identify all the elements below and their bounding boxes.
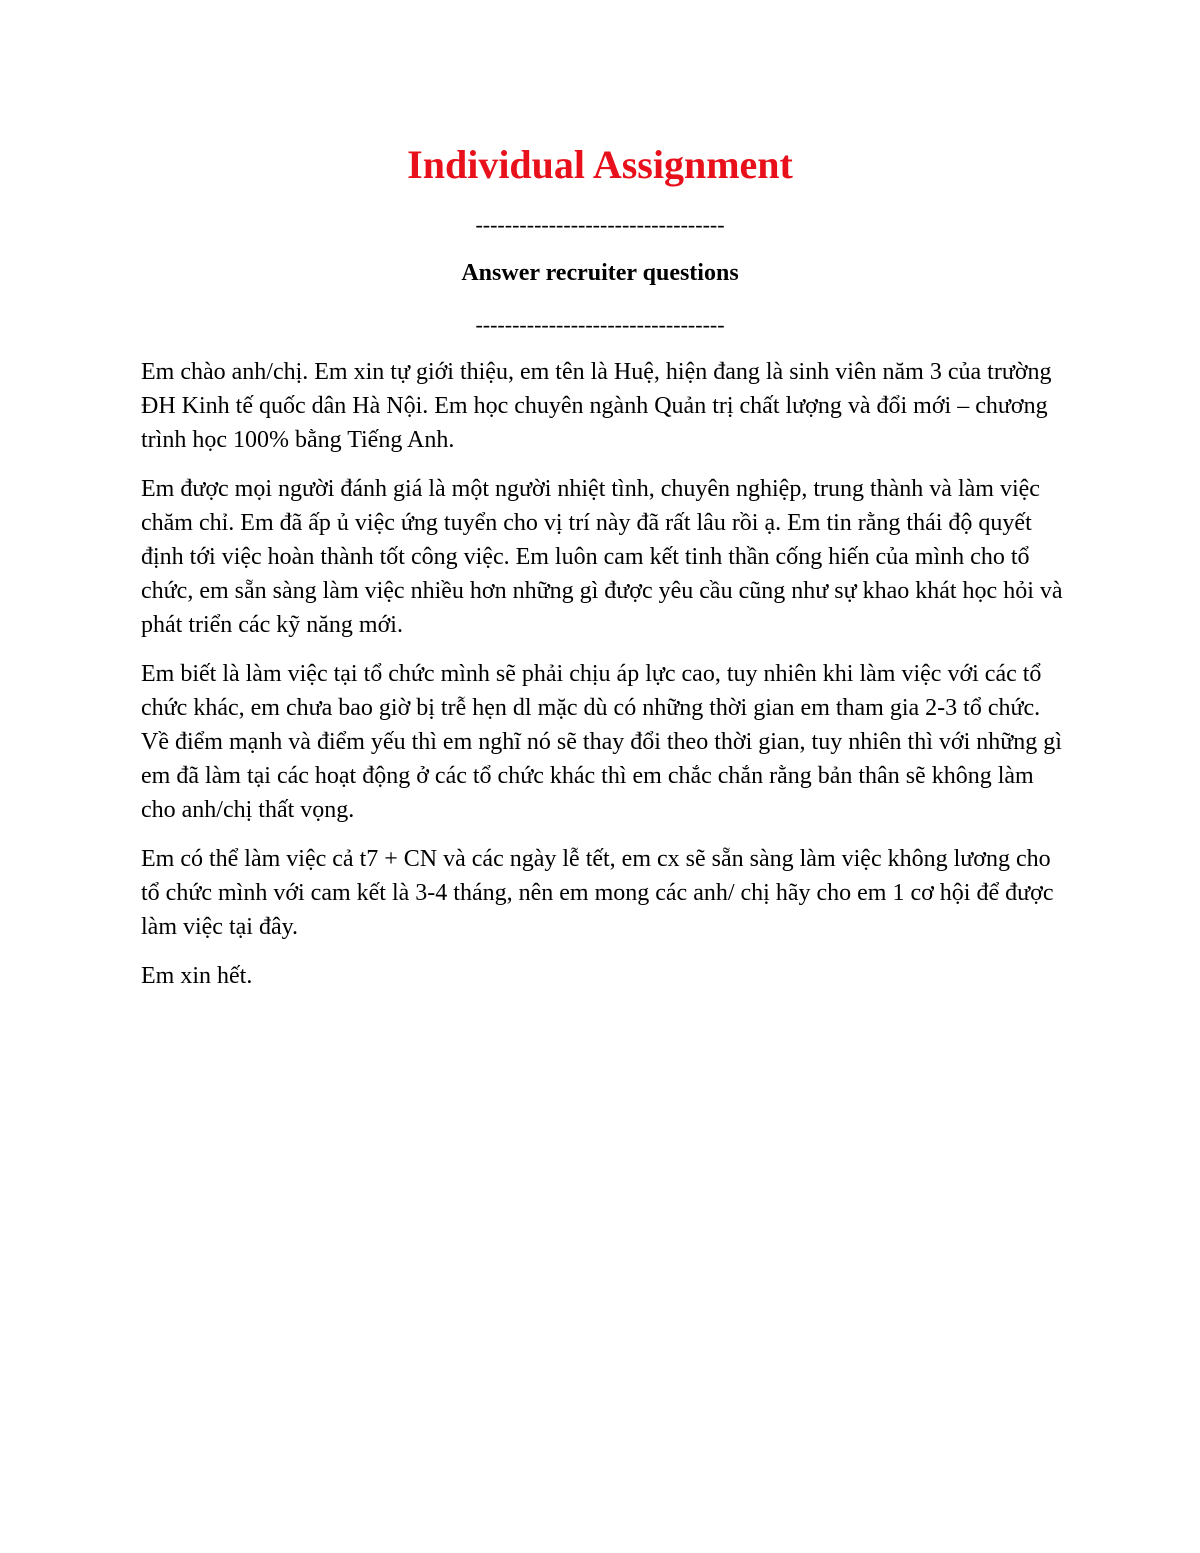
paragraph-introduction: Em chào anh/chị. Em xin tự giới thiệu, em tên là Huệ, hiện đang là sinh viên năm 3 của trường ĐH Kinh tế quốc dân Hà Nội. Em học chuyên ngành Quản trị chất lượng và đổi mới – chương trình học 100% bằng Tiếng Anh. <box>141 359 1052 453</box>
paragraph-availability: Em có thể làm việc cả t7 + CN và các ngày lễ tết, em cx sẽ sẵn sàng làm việc không lương cho tổ chức mình với cam kết là 3-4 tháng, nên em mong các anh/ chị hãy cho em 1 cơ hội để được làm việc tại đây. <box>141 846 1054 940</box>
divider-bottom: ---------------------------------- <box>475 312 725 337</box>
paragraph-closing: Em xin hết. <box>141 963 253 989</box>
document-body <box>141 355 1066 1008</box>
paragraph-pressure: Em biết là làm việc tại tổ chức mình sẽ phải chịu áp lực cao, tuy nhiên khi làm việc với các tổ chức khác, em chưa bao giờ bị trễ hẹn dl mặc dù có những thời gian em tham gia 2-3 tổ chức. Về điểm mạnh và điểm yếu thì em nghĩ nó sẽ thay đổi theo thời gian, tuy nhiên thì với những gì em đã làm tại các hoạt động ở các tổ chức khác thì em chắc chắn rằng bản thân sẽ không làm cho anh/chị thất vọng. <box>141 661 1062 823</box>
divider-top: ---------------------------------- <box>475 212 725 237</box>
document-title: Individual Assignment <box>407 142 793 187</box>
document-subtitle: Answer recruiter questions <box>461 260 739 286</box>
paragraph-qualities: Em được mọi người đánh giá là một người nhiệt tình, chuyên nghiệp, trung thành và làm việc chăm chỉ. Em đã ấp ủ việc ứng tuyển cho vị trí này đã rất lâu rồi ạ. Em tin rằng thái độ quyết định tới việc hoàn thành tốt công việc. Em luôn cam kết tinh thần cống hiến của mình cho tổ chức, em sẵn sàng làm việc nhiều hơn những gì được yêu cầu cũng như sự khao khát học hỏi và phát triển các kỹ năng mới. <box>141 476 1063 638</box>
